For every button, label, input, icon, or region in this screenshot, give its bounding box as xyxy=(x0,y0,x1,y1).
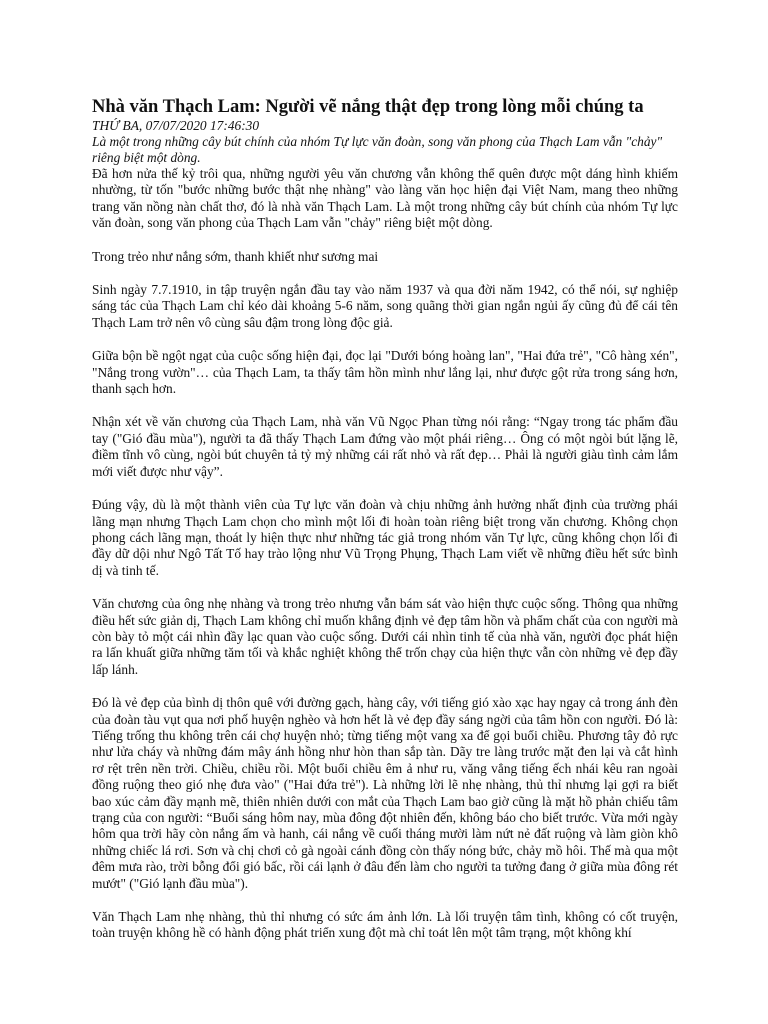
paragraph-biography: Sinh ngày 7.7.1910, in tập truyện ngắn đầu tay vào năm 1937 và qua đời năm 1942, có thể nói, sự nghiệp sáng tác của Thạch Lam chỉ kéo dài khoảng 5-6 năm, song quãng thời gian ngắn ngủi ấy cũng đủ để cái tên Thạch Lam trở nên vô cùng sâu đậm trong lòng độc giả. xyxy=(92,282,678,330)
paragraph-beauty: Đó là vẻ đẹp của bình dị thôn quê với đường gạch, hàng cây, với tiếng gió xào xạc hay ngay cả trong ánh đèn của đoàn tàu vụt qua nơi phố huyện nghèo và hơn hết là vẻ đẹp đầy sáng ngời của tâm hồn con người. Đó là: Tiếng trống thu không trên cái chợ huyện nhỏ; từng tiếng một vang xa để gọi buổi chiều. Phương tây đỏ rực như lửa cháy và những đám mây ánh hồng như hòn than sắp tàn. Dãy tre làng trước mặt đen lại và cắt hình rơ rệt trên nền trời. Chiều, chiều rồi. Một buổi chiều êm ả như ru, văng vẳng tiếng ếch nhái kêu ran ngoài đồng ruộng theo gió nhẹ đưa vào" ("Hai đứa trẻ"). Là những lời lẽ nhẹ nhàng, thủ thỉ nhưng lại gợi ra biết bao xúc cảm đầy mạnh mẽ, thiên nhiên dưới con mắt của Thạch Lam bao giờ cũng là mặt hồ phản chiếu tâm trạng của con người: “Buổi sáng hôm nay, mùa đông đột nhiên đến, không báo cho biết trước. Vừa mới ngày hôm qua trời hãy còn nắng ấm và hanh, cái nắng về cuối tháng mười làm nứt nẻ đất ruộng và làm giòn khô những chiếc lá rơi. Sơn và chị chơi cỏ gà ngoài cánh đồng còn thấy nóng bức, chảy mồ hôi. Thế mà qua một đêm mưa rào, trời bỗng đổi gió bấc, rồi cái lạnh ở đâu đến làm cho người ta tưởng đang ở giữa mùa đông rét mướt" ("Gió lạnh đầu mùa"). xyxy=(92,695,678,891)
paragraph-realism: Văn chương của ông nhẹ nhàng và trong trẻo nhưng vẫn bám sát vào hiện thực cuộc sống. Thông qua những điều hết sức giản dị, Thạch Lam không chỉ muốn khẳng định vẻ đẹp tâm hồn và phẩm chất của con người mà còn bày tỏ một cái nhìn đầy lạc quan vào cuộc sống. Dưới cái nhìn tinh tế của nhà văn, người đọc phát hiện ra lấn khuất giữa những tăm tối và khắc nghiệt không thể trốn chạy của hiện thực vẫn còn những vẻ đẹp đầy lấp lánh. xyxy=(92,596,678,677)
paragraph-rereading: Giữa bộn bề ngột ngạt của cuộc sống hiện đại, đọc lại "Dưới bóng hoàng lan", "Hai đứa trẻ", "Cô hàng xén", "Nắng trong vườn"… của Thạch Lam, ta thấy tâm hồn mình như lắng lại, như được gột rửa trong sáng hơn, thanh sạch hơn. xyxy=(92,348,678,397)
document-page xyxy=(92,96,678,1024)
article-date: THỨ BA, 07/07/2020 17:46:30 xyxy=(92,118,260,133)
paragraph-critic-quote: Nhận xét về văn chương của Thạch Lam, nhà văn Vũ Ngọc Phan từng nói rằng: “Ngay trong tác phẩm đầu tay ("Gió đầu mùa"), người ta đã thấy Thạch Lam đứng vào một phái riêng… Ông có một ngòi bút lặng lẽ, điềm tĩnh vô cùng, ngòi bút chuyên tả tỷ mỷ những cái rất nhỏ và rất đẹp… Phải là người giàu tình cảm lắm mới viết được như vậy”. xyxy=(92,414,678,479)
paragraph-closing: Văn Thạch Lam nhẹ nhàng, thủ thỉ nhưng có sức ám ảnh lớn. Là lối truyện tâm tình, không có cốt truyện, toàn truyện không hề có hành động phát triển xung đột mà chỉ toát lên một tâm trạng, một không khí xyxy=(92,909,678,941)
article-summary: Là một trong những cây bút chính của nhóm Tự lực văn đoàn, song văn phong của Thạch Lam vẫn "chảy" riêng biệt một dòng. xyxy=(92,134,663,165)
section-subheading: Trong trẻo như nắng sớm, thanh khiết như sương mai xyxy=(92,248,379,264)
article-title: Nhà văn Thạch Lam: Người vẽ nắng thật đẹp trong lòng mỗi chúng ta xyxy=(92,97,644,117)
paragraph-intro: Đã hơn nửa thế kỷ trôi qua, những người yêu văn chương vẫn không thể quên được một dáng hình khiếm nhường, từ tốn "bước những bước thật nhẹ nhàng" vào làng văn học hiện đại Việt Nam, mang theo những trang văn nồng nàn chất thơ, đó là nhà văn Thạch Lam. Là một trong những cây bút chính của nhóm Tự lực văn đoàn, song văn phong của Thạch Lam vẫn "chảy" riêng biệt một dòng. xyxy=(92,166,678,231)
paragraph-style: Đúng vậy, dù là một thành viên của Tự lực văn đoàn và chịu những ảnh hưởng nhất định của trường phái lãng mạn nhưng Thạch Lam chọn cho mình một lối đi hoàn toàn riêng biệt trong văn chương. Không chọn phong cách lãng mạn, thoát ly hiện thực như những tác giả trong nhóm văn Tự lực, cũng không chọn lối đi đầy dữ dội như Ngô Tất Tố hay trào lộng như Vũ Trọng Phụng, Thạch Lam viết về những điều hết sức bình dị và tinh tế. xyxy=(92,497,678,578)
